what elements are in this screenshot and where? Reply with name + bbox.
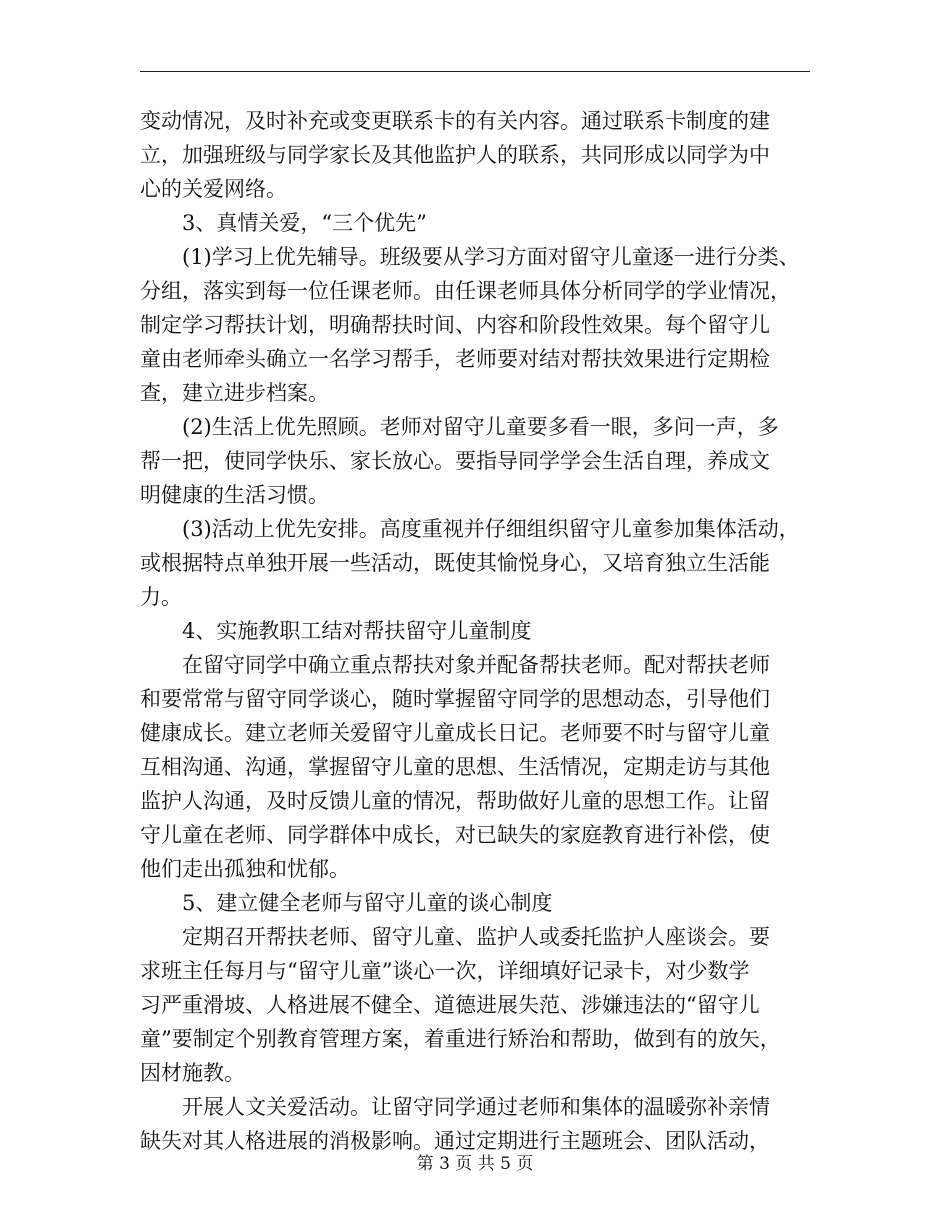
text-line: (2)生活上优先照顾。老师对留守儿童要多看一眼，多问一声，多 [182,415,779,439]
text-line: 心的关爱网络。 [140,177,287,201]
text-line: (3)活动上优先安排。高度重视并仔细组织留守儿童参加集体活动， [182,517,800,541]
text-line: 健康成长。建立老师关爱留守儿童成长日记。老师要不时与留守儿童 [140,721,770,745]
text-line: 互相沟通、沟通，掌握留守儿童的思想、生活情况，定期走访与其他 [140,755,770,779]
text-line: 明健康的生活习惯。 [140,483,329,507]
text-line: 立，加强班级与同学家长及其他监护人的联系，共同形成以同学为中 [140,143,770,167]
text-line: 变动情况，及时补充或变更联系卡的有关内容。通过联系卡制度的建 [140,109,770,133]
text-line: 因材施教。 [140,1061,245,1085]
text-line: 童由老师牵头确立一名学习帮手，老师要对结对帮扶效果进行定期检 [140,347,770,371]
page-number: 第 3 页 共 5 页 [416,1154,534,1174]
text-line: 或根据特点单独开展一些活动，既使其愉悦身心，又培育独立生活能 [140,551,770,575]
text-line: 习严重滑坡、人格进展不健全、道德进展失范、涉嫌违法的“留守儿 [140,993,760,1017]
text-line: 和要常常与留守同学谈心，随时掌握留守同学的思想动态，引导他们 [140,687,770,711]
text-line: 帮一把，使同学快乐、家长放心。要指导同学学会生活自理，养成文 [140,449,770,473]
text-line: 查，建立进步档案。 [140,381,329,405]
text-line: 在留守同学中确立重点帮扶对象并配备帮扶老师。配对帮扶老师 [182,653,770,677]
section-heading: 3、真情关爱，“三个优先” [182,211,427,235]
text-line: 力。 [140,585,182,609]
text-line: 定期召开帮扶老师、留守儿童、监护人或委托监护人座谈会。要 [182,925,770,949]
text-line: 开展人文关爱活动。让留守同学通过老师和集体的温暖弥补亲情 [182,1095,770,1119]
text-line: 制定学习帮扶计划，明确帮扶时间、内容和阶段性效果。每个留守儿 [140,313,770,337]
text-line: 他们走出孤独和忧郁。 [140,857,350,881]
header-rule [140,71,810,72]
text-line: 求班主任每月与“留守儿童”谈心一次，详细填好记录卡，对少数学 [140,959,750,983]
text-line: 分组，落实到每一位任课老师。由任课老师具体分析同学的学业情况， [140,279,791,303]
text-line: 监护人沟通，及时反馈儿童的情况，帮助做好儿童的思想工作。让留 [140,789,770,813]
text-line: (1)学习上优先辅导。班级要从学习方面对留守儿童逐一进行分类、 [182,245,800,269]
text-line: 缺失对其人格进展的消极影响。通过定期进行主题班会、团队活动， [140,1129,770,1153]
section-heading: 5、建立健全老师与留守儿童的谈心制度 [182,891,553,915]
text-line: 童”要制定个别教育管理方案，着重进行矫治和帮助，做到有的放矢， [140,1027,781,1051]
text-line: 守儿童在老师、同学群体中成长，对已缺失的家庭教育进行补偿，使 [140,823,770,847]
section-heading: 4、实施教职工结对帮扶留守儿童制度 [182,619,532,643]
